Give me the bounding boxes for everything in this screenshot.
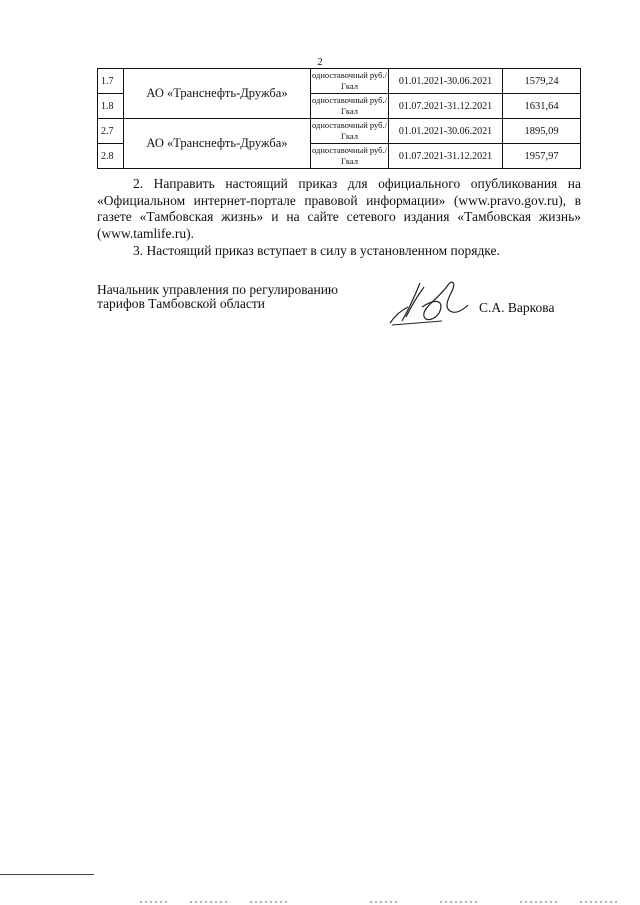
- tariff-period: 01.07.2021-31.12.2021: [389, 94, 503, 119]
- table-row: [98, 69, 581, 94]
- paragraph-effective-text: 3. Настоящий приказ вступает в силу в установленном порядке.: [133, 243, 500, 258]
- tariff-period: 01.01.2021-30.06.2021: [389, 119, 503, 144]
- tariff-period: 01.07.2021-31.12.2021: [389, 144, 503, 169]
- paragraph-publication: [97, 176, 581, 242]
- tariff-value: 1957,97: [503, 144, 581, 169]
- tariff-period: 01.01.2021-30.06.2021: [389, 69, 503, 94]
- signer-position-line2: тарифов Тамбовской области: [97, 296, 265, 311]
- table-row: [98, 119, 581, 144]
- handwritten-signature: [382, 277, 472, 329]
- organization-name: АО «Транснефть-Дружба»: [124, 119, 311, 169]
- page-number: 2: [317, 56, 323, 68]
- row-number: 2.8: [98, 144, 124, 169]
- tariff-unit: одноставочный руб./Гкал: [311, 69, 389, 94]
- signer-position: [97, 283, 397, 311]
- tariff-value: 1579,24: [503, 69, 581, 94]
- tariff-value: 1631,64: [503, 94, 581, 119]
- tariff-unit: одноставочный руб./Гкал: [311, 144, 389, 169]
- scan-artifacts: [140, 900, 640, 904]
- organization-name: АО «Транснефть-Дружба»: [124, 69, 311, 119]
- row-number: 1.8: [98, 94, 124, 119]
- tariff-table: [97, 68, 581, 169]
- tariff-unit: одноставочный руб./Гкал: [311, 119, 389, 144]
- signer-name: С.А. Варкова: [479, 300, 555, 315]
- tariff-unit: одноставочный руб./Гкал: [311, 94, 389, 119]
- paragraph-effective: [97, 243, 581, 260]
- footer-divider: [0, 874, 94, 875]
- row-number: 1.7: [98, 69, 124, 94]
- signature-block: [97, 283, 581, 343]
- paragraph-publication-text: 2. Направить настоящий приказ для официального опубликования на «Официальном интернет-портале правовой информации» (www.pravo.gov.ru), в газете «Тамбовская жизнь» и на сайте сетевого издания «Тамбовская жизнь» (www.tamlife.ru).: [97, 176, 581, 241]
- tariff-value: 1895,09: [503, 119, 581, 144]
- row-number: 2.7: [98, 119, 124, 144]
- signer-position-line1: Начальник управления по регулированию: [97, 282, 339, 297]
